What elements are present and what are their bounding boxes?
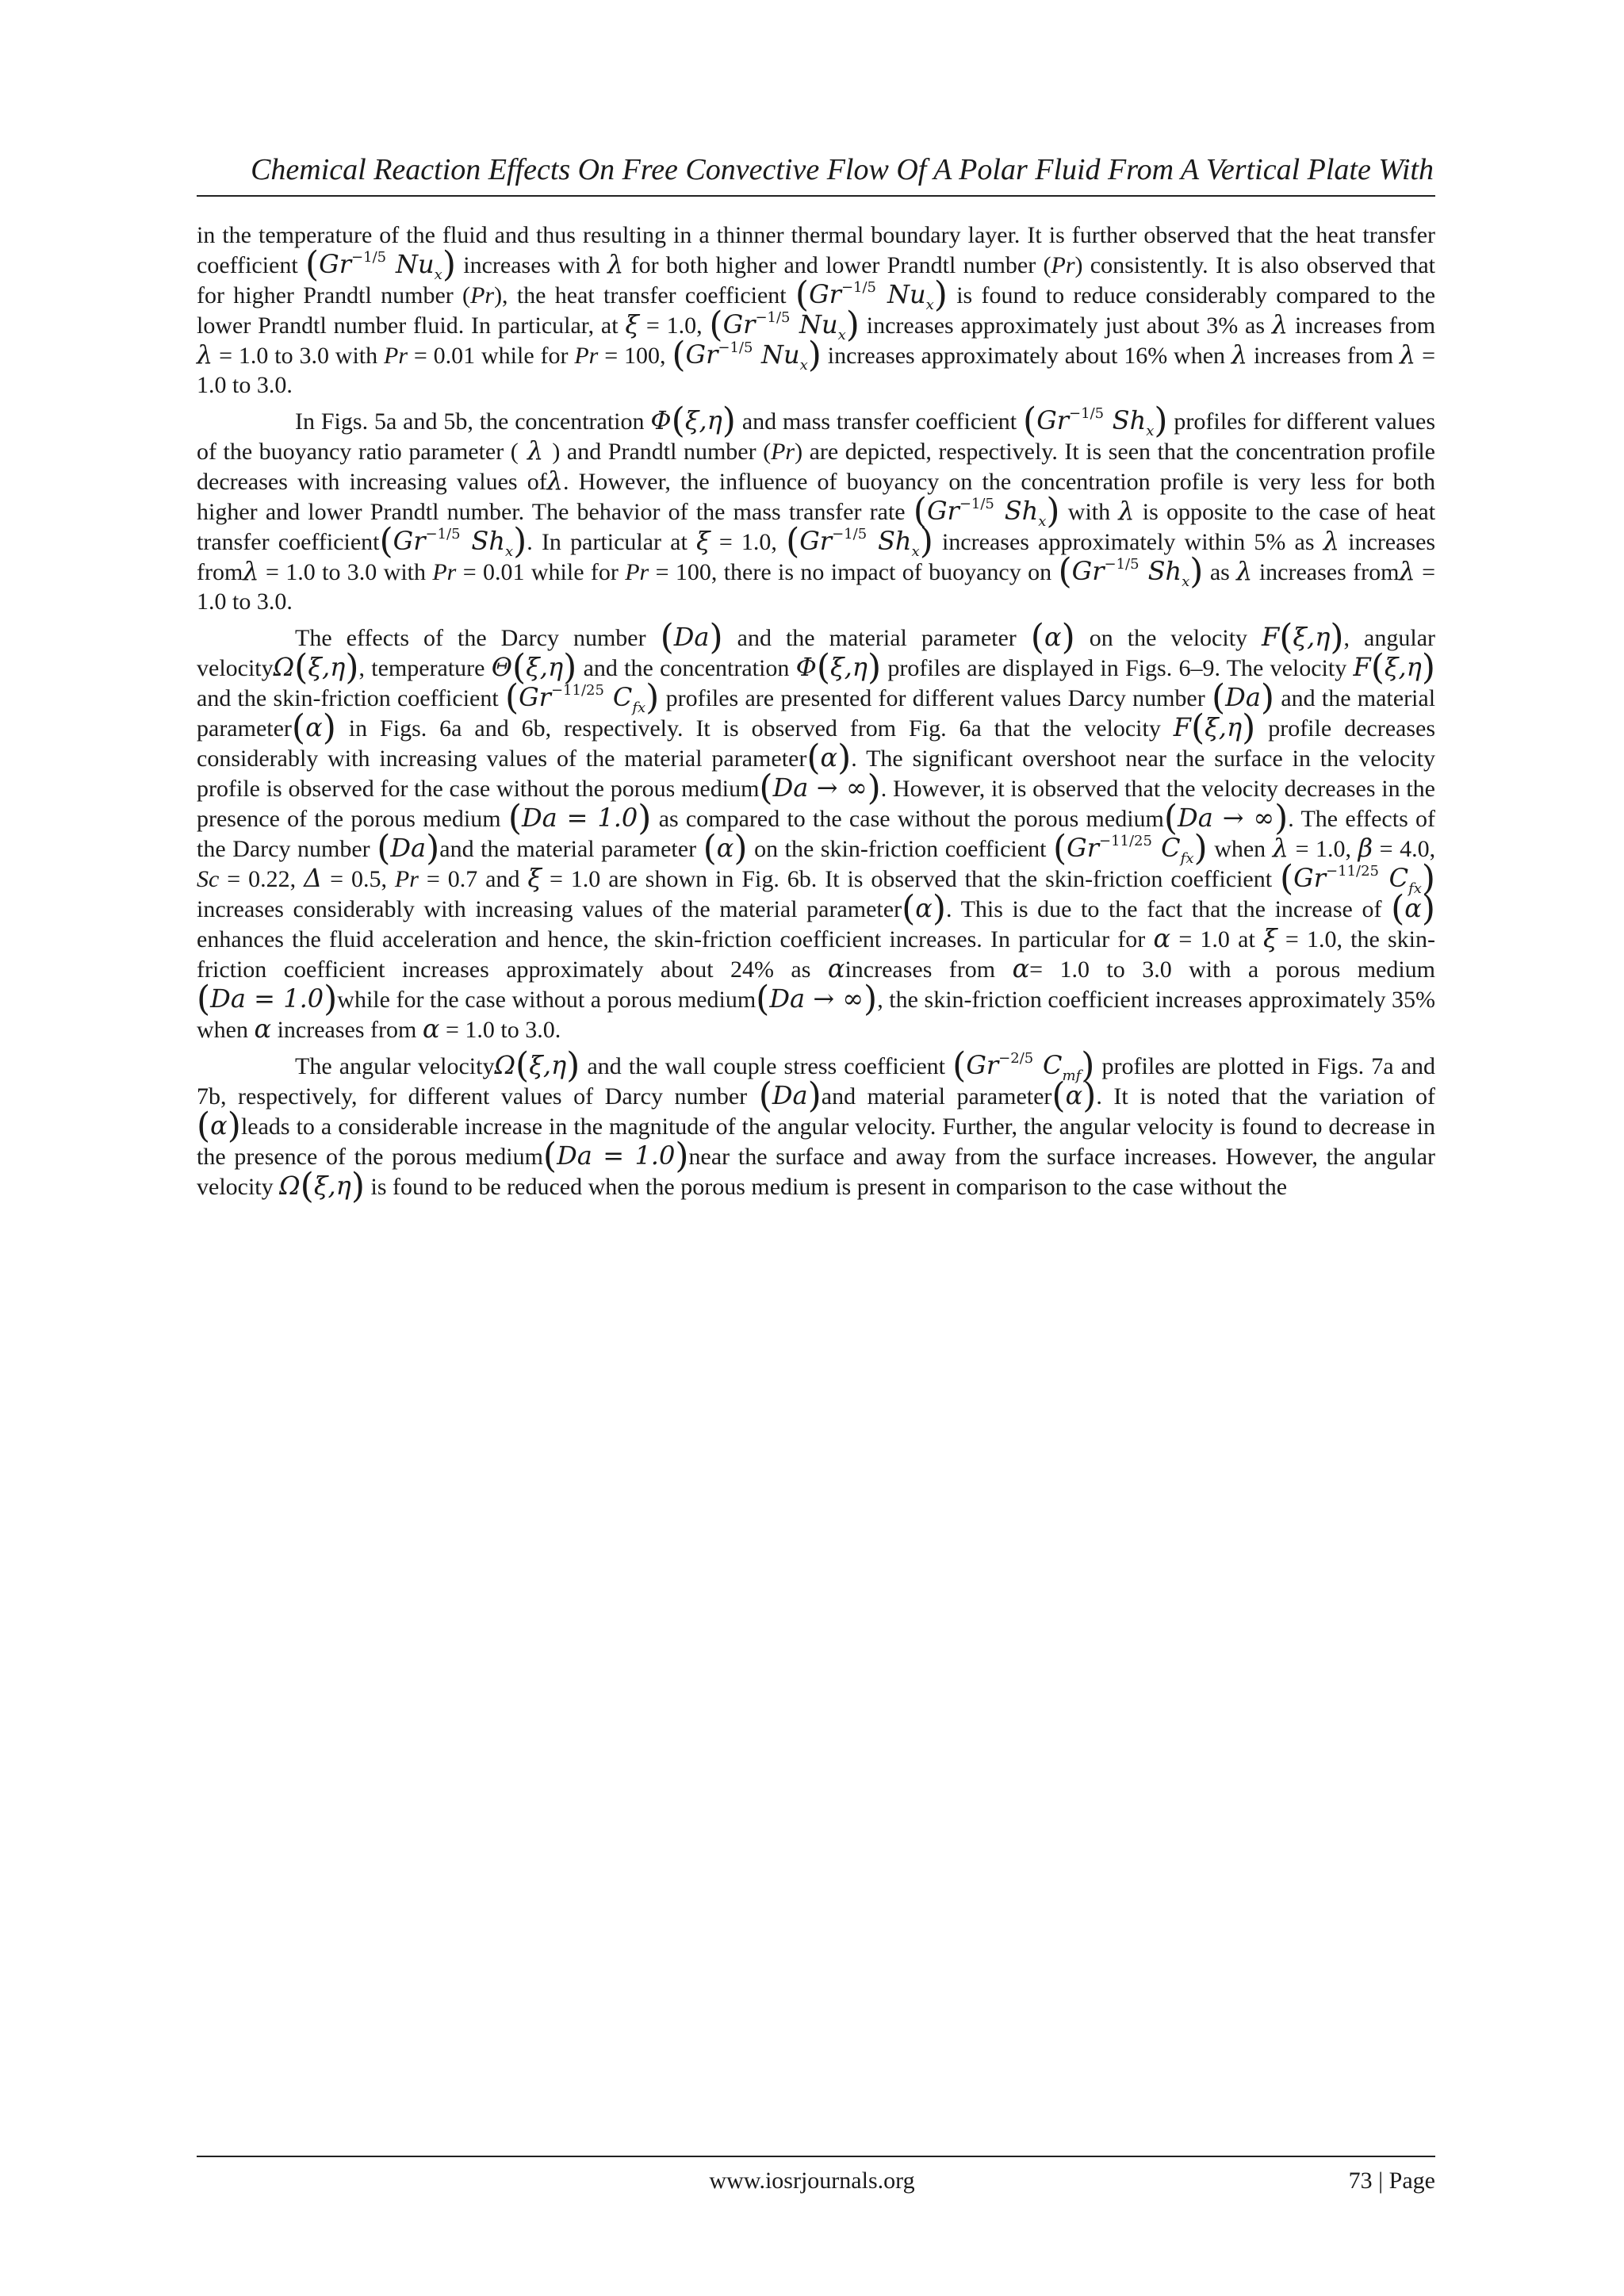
body-text xyxy=(197,220,1436,1206)
footer-rule xyxy=(197,2156,1435,2157)
equation-gr-cfx: ($Gr^{-11/25}$ $C_{fx}$) xyxy=(1280,858,1436,899)
equation-gr-cfx: ($Gr^{-11/25}$ $C_{fx}$) xyxy=(1052,828,1208,868)
paragraph-2: In Figs. 5a and 5b, the concentration Φ(ξ,η) and mass transfer coefficient ($Gr^{-1/5}$ $Sh_x$) profiles for different values of the buoyancy ratio parameter ( λ ) and Prandtl number (Pr) are depicted, respectively. It is seen that the concentration profile decreases with increasing values ofλ. However, the influence of buoyancy on the concentration profile is very less for both higher and lower Prandtl number. The behavior of the mass transfer rate ($Gr^{-1/5}$ $Sh_x$) with λ is opposite to the case of heat transfer $coefficient(Gr^{-1/5}$ $Sh_x$). In particular at ξ = 1.0, ($Gr^{-1/5}$ $Sh_x$) increases approximately within 5% as λ increases fromλ = 1.0 to 3.0 with Pr = 0.01 while for Pr = 100, there is no impact of buoyancy on ($Gr^{-1/5}$ $Sh_x$) as λ increases fromλ = 1.0 to 3.0. xyxy=(197,401,1436,615)
symbol-xi: ξ xyxy=(625,309,639,339)
page-number: 73 | Page xyxy=(1348,2168,1435,2194)
paragraph-4: The angular velocityΩ(ξ,η) and the wall couple stress coefficient ($Gr^{-2/5}$ $C_{mf}$) profiles are plotted in Figs. 7a and 7b, respectively, for different values of Darcy number (Da)and material parameter(α). It is noted that the variation of (α)leads to a considerable increase in the magnitude of the angular velocity. Further, the angular velocity is found to decrease in the presence of the porous medium(Da = 1.0)near the surface and away from the surface increases. However, the angular velocity Ω(ξ,η) is found to be reduced when the porous medium is present in comparison to the case without the xyxy=(197,1045,1436,1206)
equation-gr-nu: ($Gr^{-1/5}$ $Nu_x$) xyxy=(305,244,456,285)
footer-url: www.iosrjournals.org xyxy=(709,2168,915,2194)
symbol-lambda: λ xyxy=(607,249,624,279)
running-header: Chemical Reaction Effects On Free Convective Flow Of A Polar Fluid From A Vertical Plate With xyxy=(251,153,1434,186)
equation-gr-sh: ($Gr^{-1/5}$ $Sh_x$) xyxy=(1023,401,1168,441)
equation-gr-sh: ($Gr^{-1/5}$ $Sh_x$) xyxy=(913,491,1060,531)
equation-gr-sh: ($Gr^{-1/5}$ $Sh_x$) xyxy=(786,521,933,562)
paragraph-3: The effects of the Darcy number (Da) and the material parameter (α) on the velocity F(ξ,η), angular velocityΩ(ξ,η), temperature Θ(ξ,η) and the concentration Φ(ξ,η) profiles are displayed in Figs. 6–9. The velocity F(ξ,η) and the skin-friction coefficient ($Gr^{-11/25}$ $C_{fx}$) profiles are presented for different values Darcy number (Da) and the material parameter(α) in Figs. 6a and 6b, respectively. It is observed from Fig. 6a that the velocity F(ξ,η) profile decreases considerably with increasing values of the material parameter(α). The significant overshoot near the surface in the velocity profile is observed for the case without the porous medium(Da → ∞). However, it is observed that the velocity decreases in the presence of the porous medium (Da = 1.0) as compared to the case without the porous medium(Da → ∞). The effects of the Darcy number (Da)and the material parameter (α) on the skin-friction coefficient ($Gr^{-11/25}$ $C_{fx}$) when λ = 1.0, β = 4.0, Sc = 0.22, Δ = 0.5, Pr = 0.7 and ξ = 1.0 are shown in Fig. 6b. It is observed that the skin-friction coefficient ($Gr^{-11/25}$ $C_{fx}$) increases considerably with increasing values of the material parameter(α). This is due to the fact that the increase of (α) enhances the fluid acceleration and hence, the skin-friction coefficient increases. In particular for α = 1.0 at ξ = 1.0, the skin-friction coefficient increases approximately about 24% as αincreases from α= 1.0 to 3.0 with a porous medium (Da = 1.0)while for the case without a porous medium(Da → ∞), the skin-friction coefficient increases approximately 35% when α increases from α = 1.0 to 3.0. xyxy=(197,617,1436,1044)
header-rule xyxy=(197,195,1435,197)
paragraph-1: in the temperature of the fluid and thus resulting in a thinner thermal boundary layer. It is further observed that the heat transfer coefficient ($Gr^{-1/5}$ $Nu_x$) increases with λ for both higher and lower Prandtl number (Pr) consistently. It is also observed that for higher Prandtl number (Pr), the heat transfer coefficient ($Gr^{-1/5}$ $Nu_x$) is found to reduce considerably compared to the lower Prandtl number fluid. In particular, at ξ = 1.0, ($Gr^{-1/5}$ $Nu_x$) increases approximately just about 3% as λ increases from λ = 1.0 to 3.0 with Pr = 0.01 while for Pr = 100, ($Gr^{-1/5}$ $Nu_x$) increases approximately about 16% when λ increases from λ = 1.0 to 3.0. xyxy=(197,222,1436,398)
equation-gr-sh: ($Gr^{-1/5}$ $Sh_x$) xyxy=(1058,551,1204,592)
equation-gr-sh: ($Gr^{-1/5}$ $Sh_x$) xyxy=(379,521,527,562)
equation-gr-nu: ($Gr^{-1/5}$ $Nu_x$) xyxy=(795,274,948,315)
equation-gr-nu: ($Gr^{-1/5}$ $Nu_x$) xyxy=(709,305,860,345)
equation-gr-cfx: ($Gr^{-11/25}$ $C_{fx}$) xyxy=(504,677,660,718)
equation-gr-cmf: ($Gr^{-2/5}$ $C_{mf}$) xyxy=(952,1045,1095,1086)
equation-phi: Φ(ξ,η) xyxy=(650,401,736,441)
equation-gr-nu: ($Gr^{-1/5}$ $Nu_x$) xyxy=(672,335,822,375)
